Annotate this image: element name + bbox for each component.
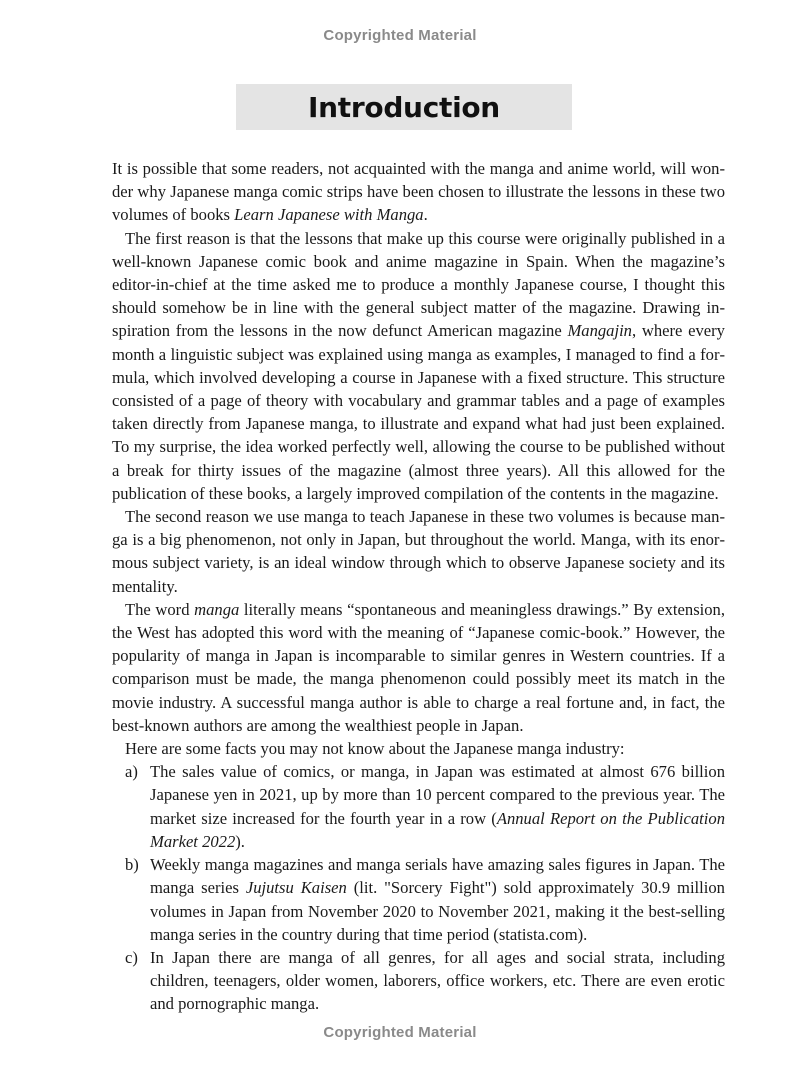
book-title-emphasis: Learn Japanese with Manga — [234, 205, 424, 225]
copyright-watermark-bottom: Copyrighted Material — [323, 1024, 477, 1041]
paragraph-1-text: It is possible that some readers, not acquainted with the manga and anime world, will wonder why Japanese manga comic strips have been chosen to illustrate the lessons in these two volumes of books — [112, 159, 725, 225]
body-text — [112, 157, 725, 1016]
magazine-name-emphasis: Mangajin — [567, 321, 632, 341]
paragraph-4-text: The word — [125, 599, 195, 619]
series-title-emphasis: Jujutsu Kaisen — [245, 878, 347, 898]
list-marker: c) — [125, 947, 138, 967]
paragraph-4 — [112, 598, 725, 737]
paragraph-3-text: The second reason we use manga to teach Japanese in these two volumes is because manga is a big phenomenon, not only in Japan, but throughout the world. Manga, with its enormous subject variety, is an ideal window through which to observe Japanese society and its mentality. — [112, 507, 725, 596]
list-item — [112, 760, 725, 853]
paragraph-1-end: . — [423, 205, 428, 225]
list-item-text: Weekly manga magazines and manga serials have amazing sales figures in Japan. The manga series — [150, 855, 725, 898]
paragraph-3 — [112, 505, 725, 598]
paragraph-2 — [112, 227, 725, 505]
list-item — [112, 853, 725, 946]
report-title-emphasis: Annual Report on the Publication Market 2022 — [150, 808, 725, 851]
paragraph-4-end: literally means “spontaneous and meaningless drawings.” By extension, the West has adopted this word with the meaning of “Japanese comic-book.” However, the popularity of manga in Japan is incomparable to similar genres in Western countries. If a comparison must be made, the manga phenomenon could possibly meet its match in the movie industry. A successful manga author is able to charge a real fortune and, in fact, the best-known authors are among the wealthiest people in Japan. — [112, 599, 726, 735]
list-item-text: The sales value of comics, or manga, in Japan was estimated at almost 676 billion Japanese yen in 2021, up by more than 10 percent compared to the previous year. The market size increased for the fourth year in a row ( — [150, 762, 725, 828]
facts-list — [112, 760, 725, 1015]
list-item-end: ). — [235, 831, 245, 851]
list-marker: a) — [125, 762, 138, 782]
paragraph-1 — [112, 157, 725, 227]
chapter-title: Introduction — [308, 90, 500, 124]
paragraph-5 — [112, 737, 725, 760]
list-item-end: (lit. "Sorcery Fight") sold approximately 30.9 million volumes in Japan from November 2020 to November 2021, making it the best-selling manga series in the country during that time period (statista.com). — [150, 878, 725, 944]
list-marker: b) — [125, 855, 139, 875]
copyright-watermark-top: Copyrighted Material — [323, 27, 477, 44]
list-item — [112, 946, 725, 1016]
paragraph-2-end: , where every month a linguistic subject was explained using manga as examples, I managed to find a formula, which involved developing a course in Japanese with a fixed structure. This structure consisted of a page of theory with vocabulary and grammar tables and a page of examples taken directly from Japanese manga, to illustrate and expand what had just been explained. To my surprise, the idea worked perfectly well, allowing the course to be published without a break for thirty issues of the magazine (almost three years). All this allowed for the publication of these books, a largely improved compilation of the contents in the magazine. — [112, 321, 725, 503]
paragraph-5-text: Here are some facts you may not know about the Japanese manga industry: — [125, 739, 625, 759]
paragraph-2-text: The first reason is that the lessons that make up this course were originally published in a well-known Japanese comic book and anime magazine in Spain. When the magazine’s editor-in-chief at the time asked me to produce a monthly Japanese course, I thought this should somehow be in line with the general subject matter of the magazine. Drawing inspiration from the lessons in the now defunct American magazine — [112, 228, 725, 341]
manga-word-emphasis: manga — [194, 599, 240, 619]
list-item-text: In Japan there are manga of all genres, for all ages and social strata, including children, teenagers, older women, laborers, office workers, etc. There are even erotic and pornographic manga. — [150, 947, 725, 1014]
chapter-title-box — [236, 84, 572, 130]
